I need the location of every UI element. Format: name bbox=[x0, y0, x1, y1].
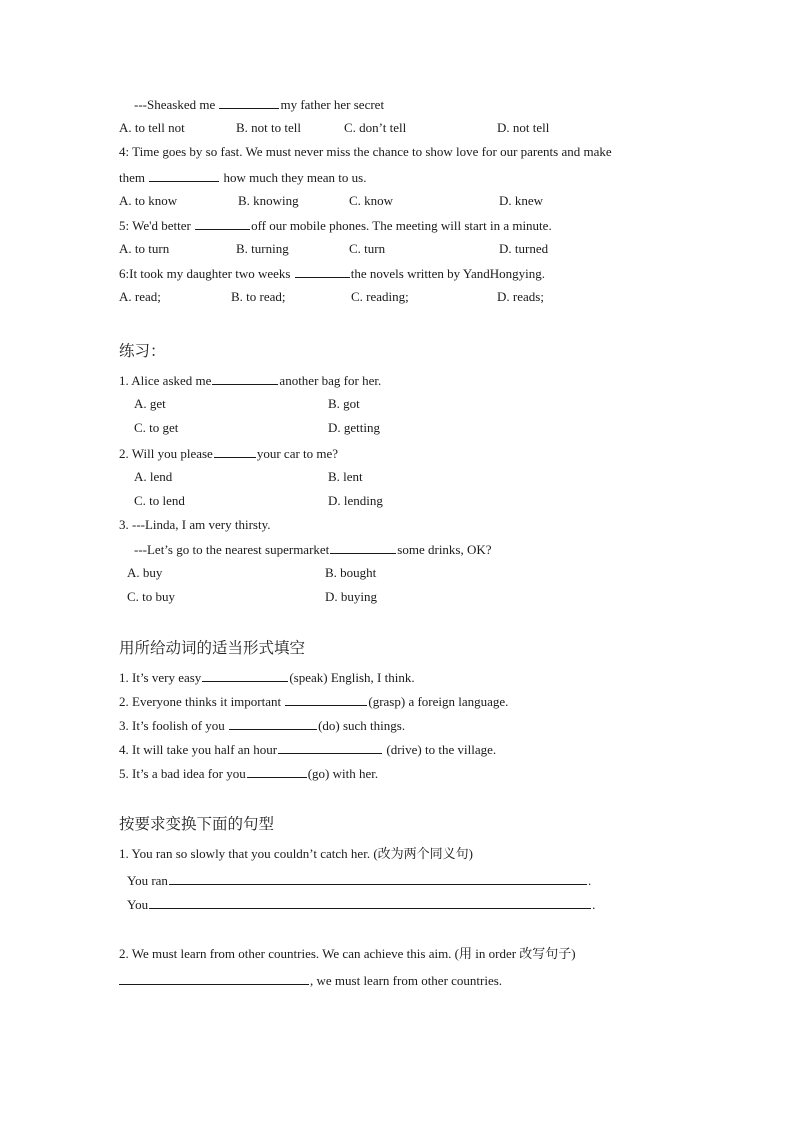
practice-q3-option-d[interactable]: D. buying bbox=[325, 589, 377, 604]
answer-line[interactable] bbox=[169, 872, 587, 885]
transform-heading: 按要求变换下面的句型 bbox=[119, 815, 275, 833]
practice-q1-pre: 1. Alice asked me bbox=[119, 373, 212, 388]
practice-q3-option-b[interactable]: B. bought bbox=[325, 565, 377, 580]
verb-item-post: (go) with her. bbox=[307, 766, 379, 781]
q3-reply-post: my father her secret bbox=[280, 97, 385, 112]
q6-post: the novels written by YandHongying. bbox=[350, 266, 546, 281]
q3-reply-line bbox=[134, 96, 384, 113]
verb-item-pre: 5. It’s a bad idea for you bbox=[119, 766, 246, 781]
practice-q3-pre: ---Let’s go to the nearest supermarket bbox=[134, 542, 330, 557]
practice-q2-option-b[interactable]: B. lent bbox=[328, 469, 363, 484]
q6-pre: 6:It took my daughter two weeks bbox=[119, 266, 294, 281]
q6-option-c[interactable]: C. reading; bbox=[351, 289, 409, 304]
verb-item-pre: 3. It’s foolish of you bbox=[119, 718, 229, 733]
q4-line1: 4: Time goes by so fast. We must never miss the chance to show love for our parents and make bbox=[119, 144, 612, 159]
practice-q1 bbox=[119, 372, 381, 389]
practice-q2-post: your car to me? bbox=[256, 446, 339, 461]
verb-item-post: (grasp) a foreign language. bbox=[368, 694, 509, 709]
q4-option-c[interactable]: C. know bbox=[349, 193, 394, 208]
verbs-heading: 用所给动词的适当形式填空 bbox=[119, 639, 306, 657]
practice-q1-option-a[interactable]: A. get bbox=[134, 396, 166, 411]
q6-line bbox=[119, 265, 545, 282]
answer-blank[interactable] bbox=[202, 669, 288, 682]
practice-q2-option-d[interactable]: D. lending bbox=[328, 493, 383, 508]
q5-pre: 5: We'd better bbox=[119, 218, 195, 233]
verb-item-post: (do) such things. bbox=[318, 718, 406, 733]
transform-q2-answer bbox=[119, 972, 502, 989]
q6-option-a[interactable]: A. read; bbox=[119, 289, 161, 304]
q3-reply-pre: ---Sheasked me bbox=[134, 97, 219, 112]
answer-blank[interactable] bbox=[195, 217, 250, 230]
verb-item-1 bbox=[119, 669, 415, 686]
verb-item-2 bbox=[119, 693, 508, 710]
answer-blank[interactable] bbox=[212, 372, 278, 385]
transform-q1-a-label: You ran bbox=[127, 873, 168, 888]
practice-q2 bbox=[119, 445, 338, 462]
q3-option-b[interactable]: B. not to tell bbox=[236, 120, 301, 135]
practice-q3-line2 bbox=[134, 541, 492, 558]
verb-item-5 bbox=[119, 765, 378, 782]
transform-q2: 2. We must learn from other countries. We can achieve this aim. (用 in order 改写句子) bbox=[119, 946, 576, 961]
transform-q1-answer-a: You ran . bbox=[127, 873, 592, 888]
practice-q3-post: some drinks, OK? bbox=[397, 542, 492, 557]
q5-option-c[interactable]: C. turn bbox=[349, 241, 386, 256]
q4-post: how much they mean to us. bbox=[220, 170, 367, 185]
answer-blank[interactable] bbox=[295, 265, 350, 278]
answer-line[interactable] bbox=[119, 972, 309, 985]
answer-blank[interactable] bbox=[229, 717, 317, 730]
transform-q1-b-label: You bbox=[127, 897, 149, 912]
practice-q3-option-c[interactable]: C. to buy bbox=[127, 589, 176, 604]
q6-option-b[interactable]: B. to read; bbox=[231, 289, 286, 304]
practice-q1-post: another bag for her. bbox=[279, 373, 382, 388]
transform-q1-answer-b: You . bbox=[127, 897, 596, 912]
q3-option-a[interactable]: A. to tell not bbox=[119, 120, 185, 135]
verb-item-post: (speak) English, I think. bbox=[289, 670, 415, 685]
q3-option-d[interactable]: D. not tell bbox=[497, 120, 550, 135]
answer-blank[interactable] bbox=[214, 445, 256, 458]
q5-line bbox=[119, 217, 552, 234]
practice-q2-option-c[interactable]: C. to lend bbox=[134, 493, 185, 508]
practice-q1-option-d[interactable]: D. getting bbox=[328, 420, 380, 435]
verb-item-post: (drive) to the village. bbox=[383, 742, 497, 757]
practice-q2-pre: 2. Will you please bbox=[119, 446, 213, 461]
practice-q2-option-a[interactable]: A. lend bbox=[134, 469, 173, 484]
answer-blank[interactable] bbox=[278, 741, 382, 754]
answer-blank[interactable] bbox=[330, 541, 396, 554]
verb-item-4 bbox=[119, 741, 496, 758]
q6-option-d[interactable]: D. reads; bbox=[497, 289, 544, 304]
practice-q3-option-a[interactable]: A. buy bbox=[127, 565, 163, 580]
answer-blank[interactable] bbox=[149, 169, 219, 182]
transform-q1: 1. You ran so slowly that you couldn’t catch her. (改为两个同义句) bbox=[119, 846, 473, 861]
q4-line2 bbox=[119, 169, 366, 186]
answer-blank[interactable] bbox=[247, 765, 307, 778]
practice-q1-option-c[interactable]: C. to get bbox=[134, 420, 179, 435]
transform-q2-post: , we must learn from other countries. bbox=[310, 973, 503, 988]
verb-item-3 bbox=[119, 717, 405, 734]
q4-option-a[interactable]: A. to know bbox=[119, 193, 178, 208]
q3-option-c[interactable]: C. don’t tell bbox=[344, 120, 407, 135]
verb-item-pre: 4. It will take you half an hour bbox=[119, 742, 278, 757]
q5-option-b[interactable]: B. turning bbox=[236, 241, 289, 256]
answer-line[interactable] bbox=[149, 896, 591, 909]
q4-option-d[interactable]: D. knew bbox=[499, 193, 544, 208]
q4-pre: them bbox=[119, 170, 149, 185]
answer-blank[interactable] bbox=[285, 693, 367, 706]
practice-heading: 练习： bbox=[119, 342, 166, 360]
verb-item-pre: 1. It’s very easy bbox=[119, 670, 202, 685]
practice-q1-option-b[interactable]: B. got bbox=[328, 396, 360, 411]
verb-item-pre: 2. Everyone thinks it important bbox=[119, 694, 285, 709]
answer-blank[interactable] bbox=[219, 96, 279, 109]
q4-option-b[interactable]: B. knowing bbox=[238, 193, 299, 208]
practice-q3-line1: 3. ---Linda, I am very thirsty. bbox=[119, 517, 271, 532]
q5-option-d[interactable]: D. turned bbox=[499, 241, 549, 256]
q5-post: off our mobile phones. The meeting will start in a minute. bbox=[251, 218, 552, 233]
q5-option-a[interactable]: A. to turn bbox=[119, 241, 170, 256]
